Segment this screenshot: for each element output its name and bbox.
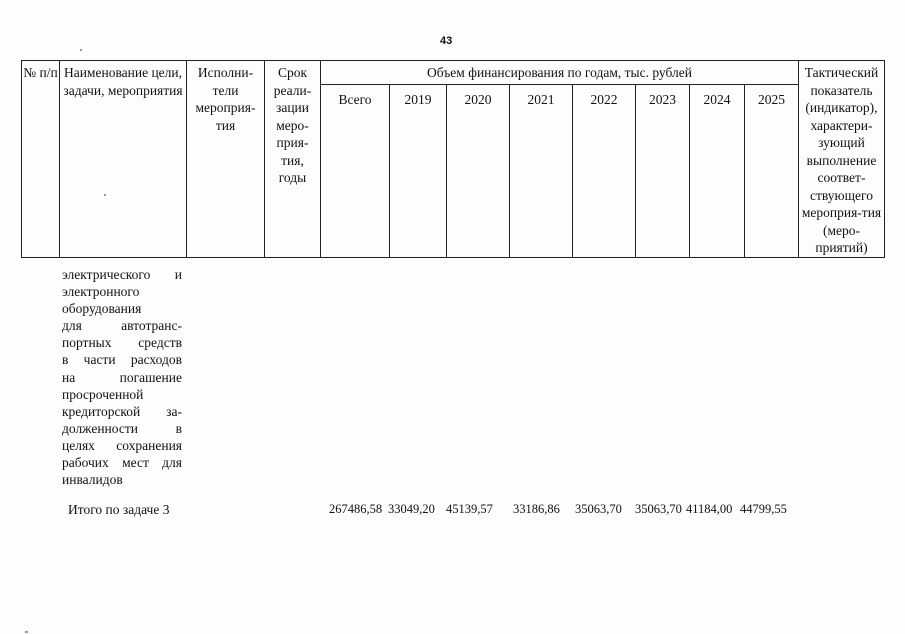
total-value-2024: 41184,00 xyxy=(686,502,733,516)
header-name: Наименование цели, задачи, мероприятия xyxy=(60,61,187,258)
row-name-line: кредиторской за- xyxy=(62,403,182,419)
row-name-line: просроченной xyxy=(62,386,144,402)
total-value-2025: 44799,55 xyxy=(740,502,787,516)
header-year-2022: 2022 xyxy=(573,85,636,258)
row-name-line: в части расходов xyxy=(62,352,182,368)
header-term: Срок реали-зации меро-прия-тия, годы xyxy=(265,61,321,258)
total-value-2023: 35063,70 xyxy=(635,502,682,516)
header-year-2021: 2021 xyxy=(510,85,573,258)
total-row-values xyxy=(0,502,905,522)
row-name-line: электронного xyxy=(62,284,140,300)
header-financing: Объем финансирования по годам, тыс. рублей xyxy=(321,61,799,85)
row-name-line: целях сохранения xyxy=(62,437,182,453)
header-year-2019: 2019 xyxy=(390,85,447,258)
row-name-line: для автотранс- xyxy=(62,318,182,334)
total-value-2022: 35063,70 xyxy=(575,502,622,516)
header-num: № п/п xyxy=(22,61,60,258)
total-value-2021: 33186,86 xyxy=(513,502,560,516)
scan-speck xyxy=(25,631,28,633)
header-year-2023: 2023 xyxy=(636,85,690,258)
row-name-line: портных средств xyxy=(62,335,182,351)
total-value-2020: 45139,57 xyxy=(446,502,493,516)
financing-table-header xyxy=(21,60,885,258)
row-name-continuation xyxy=(62,266,182,488)
total-row-label: Итого по задаче 3 xyxy=(68,502,170,517)
row-name-line: на погашение xyxy=(62,369,182,385)
header-year-2020: 2020 xyxy=(447,85,510,258)
header-executors: Исполни-тели мероприя-тия xyxy=(187,61,265,258)
total-value-2019: 33049,20 xyxy=(388,502,435,516)
header-year-2025: 2025 xyxy=(745,85,799,258)
row-name-line: долженности в xyxy=(62,420,182,436)
row-name-line: инвалидов xyxy=(62,472,123,488)
total-value-all: 267486,58 xyxy=(329,502,383,516)
row-name-line: электрического и xyxy=(62,267,182,282)
header-year-2024: 2024 xyxy=(690,85,745,258)
header-indicator: Тактический показатель (индикатор), характери-зующий выполнение соответ-ствующего мероприя-тия (меро-приятий) xyxy=(799,61,885,258)
scan-speck xyxy=(104,194,106,196)
row-name-line: оборудования xyxy=(62,301,142,317)
scan-speck xyxy=(80,49,82,51)
header-year-total: Всего xyxy=(321,85,390,258)
page-number: 43 xyxy=(440,35,453,47)
row-name-line: рабочих мест для xyxy=(62,455,182,471)
